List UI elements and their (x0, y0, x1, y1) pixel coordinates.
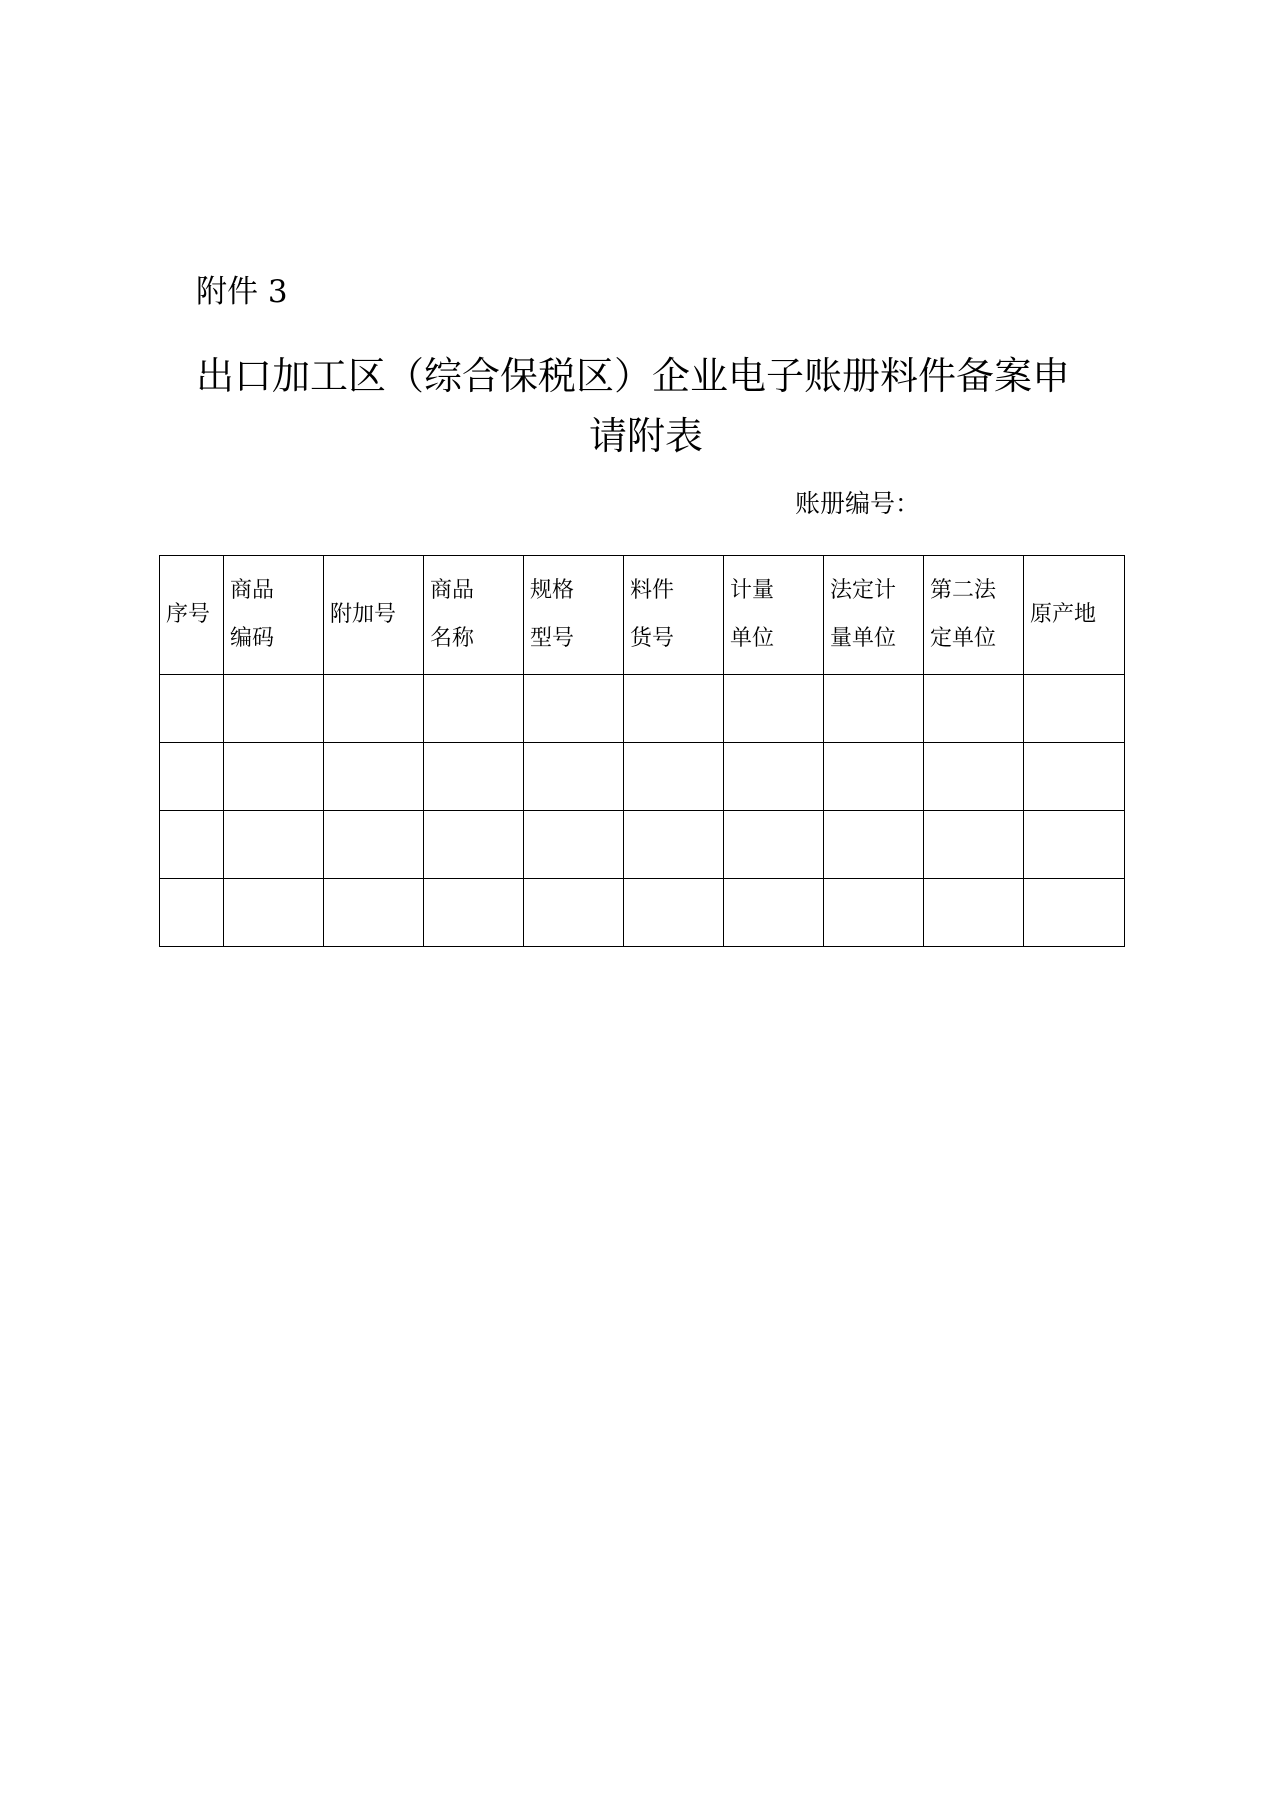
column-header-line: 计量 (730, 578, 775, 603)
title-line-1: 出口加工区（综合保税区）企业电子账册料件备案申 (196, 354, 1071, 398)
table-cell (424, 811, 524, 879)
column-header-line: 料件 (630, 578, 675, 603)
table-row (160, 743, 1125, 811)
table-cell (160, 811, 224, 879)
attachment-label: 附件 3 (196, 274, 288, 310)
table-row (160, 811, 1125, 879)
table-cell (824, 675, 924, 743)
column-header (924, 556, 1024, 675)
column-header-line: 型号 (530, 626, 575, 651)
account-number-label: 账册编号： (795, 489, 921, 518)
table-cell (724, 879, 824, 947)
column-header (524, 556, 624, 675)
table-cell (160, 743, 224, 811)
table-cell (924, 743, 1024, 811)
column-header (324, 556, 424, 675)
column-header-line: 名称 (430, 626, 475, 651)
column-header (1024, 556, 1125, 675)
table-cell (224, 879, 324, 947)
table-row (160, 675, 1125, 743)
table-cell (1024, 811, 1125, 879)
column-header-line: 编码 (230, 626, 275, 651)
column-header (824, 556, 924, 675)
table-cell (1024, 879, 1125, 947)
table-cell (724, 811, 824, 879)
table-cell (924, 675, 1024, 743)
column-header-line: 定单位 (930, 626, 997, 651)
table-cell (224, 675, 324, 743)
table-cell (160, 879, 224, 947)
table-cell (524, 811, 624, 879)
column-header-line: 商品 (430, 578, 475, 603)
table-cell (824, 743, 924, 811)
table-row (160, 879, 1125, 947)
column-header-line: 规格 (530, 578, 575, 603)
table-cell (424, 743, 524, 811)
table-cell (224, 743, 324, 811)
table-cell (324, 743, 424, 811)
table-cell (1024, 743, 1125, 811)
table-body (160, 675, 1125, 947)
column-header (424, 556, 524, 675)
table-header-row (160, 556, 1125, 675)
table-cell (424, 879, 524, 947)
table-cell (1024, 675, 1125, 743)
table-cell (624, 743, 724, 811)
table-cell (624, 811, 724, 879)
column-header-line: 附加号 (330, 602, 397, 627)
column-header-line: 货号 (630, 626, 675, 651)
table-cell (624, 879, 724, 947)
table-cell (524, 879, 624, 947)
title-line-2: 请附表 (588, 414, 703, 458)
table-cell (824, 879, 924, 947)
column-header-line: 序号 (166, 602, 211, 627)
table-cell (224, 811, 324, 879)
column-header-line: 法定计 (830, 578, 897, 603)
document-title (196, 346, 1096, 466)
column-header-line: 量单位 (830, 626, 897, 651)
table-cell (424, 675, 524, 743)
column-header (624, 556, 724, 675)
column-header-line: 商品 (230, 578, 275, 603)
column-header-line: 单位 (730, 626, 775, 651)
table-cell (160, 675, 224, 743)
table-cell (924, 879, 1024, 947)
table-cell (824, 811, 924, 879)
column-header (160, 556, 224, 675)
column-header (724, 556, 824, 675)
table-cell (724, 675, 824, 743)
table-cell (324, 879, 424, 947)
table-cell (924, 811, 1024, 879)
column-header-line: 原产地 (1030, 602, 1097, 627)
table-cell (524, 743, 624, 811)
column-header (224, 556, 324, 675)
material-filing-table (159, 555, 1125, 947)
table-cell (624, 675, 724, 743)
table-cell (324, 811, 424, 879)
table-cell (524, 675, 624, 743)
table-cell (724, 743, 824, 811)
table-cell (324, 675, 424, 743)
column-header-line: 第二法 (930, 578, 997, 603)
